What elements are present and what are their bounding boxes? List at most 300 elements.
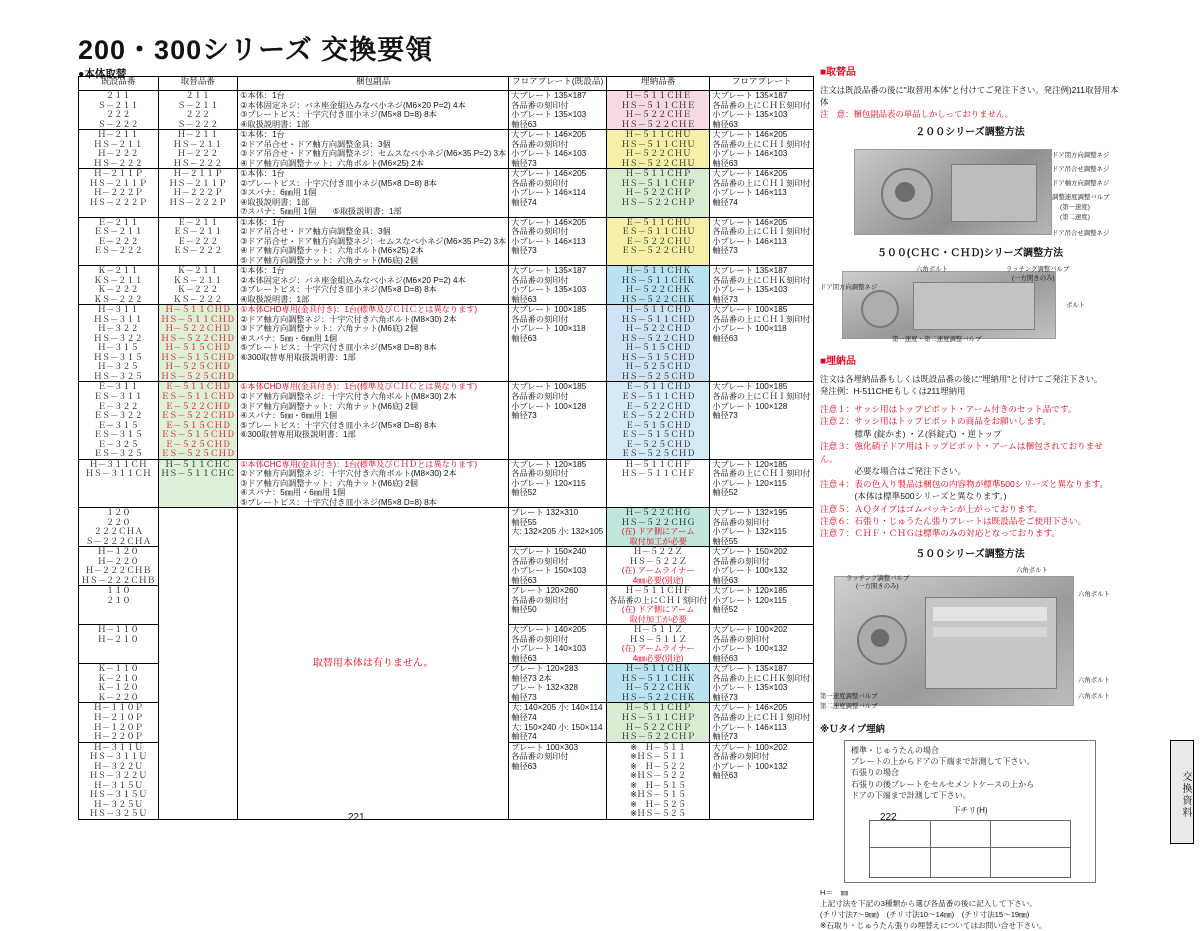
cell-line: Ｅ－２１１: [97, 217, 139, 227]
table-cell: [607, 266, 710, 305]
fig1-title: ２００シリーズ調整方法: [915, 127, 1025, 139]
cell-line: 小プレート 100×132: [712, 644, 788, 654]
table-cell: [79, 625, 159, 664]
cell-line: Ｅ－３２２: [97, 401, 139, 411]
table-cell: [79, 742, 159, 819]
cell-line: Ｈ－５１１ＣＨＫ: [625, 664, 691, 674]
fig2-title: ５００(ＣＨＣ・ＣＨＤ)シリーズ調整方法: [876, 247, 1064, 259]
cell-line: ＥＳ－５２２ＣＨＤ: [621, 411, 696, 421]
cell-line: ※ＨＳ－５１５: [630, 790, 687, 800]
cell-line: ＨＳ－２１１: [93, 139, 143, 149]
cell-line: ④スパナ：5㎜用・6㎜用 1個: [240, 488, 346, 498]
table-cell: [710, 508, 814, 547]
cell-line: ＨＳ－２１１Ｐ: [169, 178, 227, 188]
cell-line: 軸径73: [712, 246, 738, 256]
table-cell: [79, 508, 159, 547]
cell-line: ①本体：1台: [240, 266, 285, 276]
cell-line: ＨＳ－５２５ＣＨＤ: [621, 371, 696, 381]
cell-line: 大プレート 150×202: [712, 547, 788, 557]
cell-line: Ｈ－１１０Ｐ: [93, 703, 143, 713]
cell-line: Ｈ－５２２ＣＨＫ: [625, 683, 691, 693]
note-item: 注意６：石張り・じゅうたん張りプレートは既設品をご使用下さい。: [820, 516, 1087, 527]
cell-line: 軸径63: [511, 653, 537, 663]
cell-line: Ｈ－３１５: [97, 343, 139, 353]
cell-line: 小プレート 100×132: [712, 761, 788, 771]
cell-line: 小プレート 135×103: [511, 285, 587, 295]
cell-line: Ｋ－１２０: [97, 683, 139, 693]
cell-line: 軸径63: [712, 158, 738, 168]
fig2-callout-4: ボルト: [1066, 302, 1086, 310]
cell-line: １１０: [105, 586, 131, 596]
cell-line: ＨＳ－２２２: [93, 158, 143, 168]
section-note-replacement: [820, 84, 1120, 121]
cell-line: Ｈ－２２０: [97, 556, 139, 566]
table-cell: [607, 459, 710, 508]
cell-line: ＨＳ－２２２Ｐ: [89, 197, 147, 207]
cell-line: ２２２: [185, 110, 211, 120]
cell-line: Ｈ－５１１ＣＨＦ: [625, 586, 691, 596]
cell-line: 軸径63: [712, 653, 738, 663]
cell-line: Ｋ－２２２: [177, 285, 219, 295]
cell-line: 大プレート 140×205: [511, 625, 587, 635]
u-body-line: プレートの上からドアの下端まで計測して下さい。: [851, 757, 1035, 767]
cell-line: 大プレート 150×240: [511, 547, 587, 557]
cell-line: ２１１: [105, 91, 131, 100]
cell-line: Ｈ－２２２Ｐ: [93, 188, 143, 198]
fig2-wrap: [820, 265, 1120, 347]
cell-line: 小プレート 135×103: [511, 110, 587, 120]
cell-line: ＨＳ－５１１ＣＨＤ: [621, 314, 696, 324]
cell-line: ※ Ｈ－５１１: [630, 742, 687, 752]
cell-line: ③スパナ：6㎜用 1個: [240, 188, 317, 198]
cell-line: Ｈ－３１１Ｕ: [93, 742, 143, 752]
cell-line: Ｅ－５１５ＣＨＤ: [165, 420, 231, 430]
cell-line: 軸径52: [712, 605, 738, 615]
cell-line: Ｈ－５１１ＣＨＥ: [625, 91, 691, 100]
u-diagram-label: 下チリ(H): [952, 805, 988, 815]
cell-line: 大: 132×205 小: 132×105: [511, 527, 604, 537]
table-cell: [710, 266, 814, 305]
cell-line: ＨＳ－５２２ＣＨＵ: [621, 158, 696, 168]
cell-line: 軸径74: [712, 197, 738, 207]
cell-line: ＨＳ－３１５: [93, 352, 143, 362]
cell-line: ＨＳ－３２２Ｕ: [89, 771, 147, 781]
u-footer-line: (チリ寸法7〜9㎜) (チリ寸法10〜14㎜) (チリ寸法15〜19㎜): [820, 910, 1030, 920]
cell-line: ＨＳ－５２２ＣＨＤ: [160, 333, 235, 343]
cell-line: ＨＳ－５２２ＣＨＥ: [621, 119, 696, 129]
table-cell: [158, 305, 238, 382]
table-cell: [710, 625, 814, 664]
cell-line: ＥＳ－５１１ＣＨＤ: [621, 391, 696, 401]
section-note-embedded: [820, 373, 1120, 397]
u-footer-line: 上記寸法を下記の3種類から選び各品番の後に記入して下さい。: [820, 899, 1037, 909]
table-cell: [509, 586, 607, 625]
cell-line: ＨＳ－５２５ＣＨＤ: [160, 371, 235, 381]
cell-line: ＨＳ－５１１ＣＨＵ: [621, 139, 696, 149]
cell-line: Ｅ－５２５ＣＨＤ: [165, 439, 231, 449]
cell-line: ②ドア軸方向調整ネジ：十字穴付き六角ボルト(M8×30) 2本: [240, 391, 457, 401]
col-header-existing: 既設品番: [79, 77, 159, 91]
cell-line: 小プレート 100×132: [712, 566, 788, 576]
cell-line: 軸径73 2本: [511, 673, 552, 683]
table-cell: [79, 305, 159, 382]
table-cell: [238, 130, 509, 169]
cell-line: ③ドア軸方向調整ナット：六角ナット(M6底) 2個: [240, 401, 418, 411]
cell-line: Ｈ－５１１ＣＨＰ: [625, 169, 691, 179]
cell-line: 軸径73: [511, 246, 537, 256]
cell-line: 大プレート 100×185: [712, 305, 788, 315]
table-cell: [509, 217, 607, 266]
cell-line: Ｋ－２２２: [97, 285, 139, 295]
cell-line: 軸径52: [511, 488, 537, 498]
cell-line: ＥＳ－３１５: [93, 430, 143, 440]
table-cell: [607, 130, 710, 169]
table-cell: [607, 625, 710, 664]
cell-line: ＥＳ－２２２: [173, 246, 223, 256]
table-cell: [238, 459, 509, 508]
cell-line: プレート 100×303: [511, 742, 579, 752]
cell-line: Ｅ－５１１ＣＨＤ: [165, 382, 231, 392]
cell-line: 小プレート 120×115: [712, 595, 787, 605]
table-cell: [79, 217, 159, 266]
cell-line: Ｈ－５２２ＣＨＵ: [625, 149, 691, 159]
cell-line: 大: 150×240 小: 150×114: [511, 722, 603, 732]
note-item: 必要な場合はご発注下さい。: [820, 466, 967, 477]
u-body-line: 石張りの後プレートをセルセメントケースの上から: [851, 779, 1035, 789]
cell-line: ⑥300取替専用取扱説明書：1部: [240, 430, 356, 440]
cell-line: 小プレート 100×118: [712, 324, 787, 334]
cell-line: ＨＳ－５１１ＣＨＫ: [621, 275, 696, 285]
cell-line: Ｈ－３１５Ｕ: [93, 780, 143, 790]
cell-line: 大プレート 146×205: [712, 169, 788, 179]
fig3-callout-0: 六角ボルト: [1016, 567, 1048, 575]
cell-line: ＨＳ－５２２ＣＨＫ: [621, 692, 696, 702]
cell-line: (在) アームライナー: [621, 644, 695, 654]
table-cell: [158, 266, 238, 305]
cell-line: Ｈ－３２２: [97, 324, 139, 334]
fig1-callout-3: 調整速度調整バルブ: [1052, 193, 1110, 201]
cell-line: Ｈ－２１１Ｐ: [93, 169, 143, 179]
cell-line: ＨＳ－５１１ＣＨＫ: [621, 673, 696, 683]
cell-line: 小プレート 135×103: [712, 285, 788, 295]
cell-line: 取付加工が必要: [629, 614, 687, 624]
cell-line: Ｈ－２１１: [97, 130, 139, 140]
col-header-parts: 梱包副品: [238, 77, 509, 91]
cell-line: 小プレート 120×115: [511, 478, 586, 488]
cell-line: Ｋ－２１０: [97, 673, 139, 683]
cell-line: ⑤ドア軸方向調整ナット：六角ナット(M6底) 2個: [240, 255, 418, 265]
cell-line: Ｅ－５１５ＣＨＤ: [625, 420, 691, 430]
notes-list: [820, 403, 1120, 540]
cell-line: ②ドア軸方向調整ネジ：十字穴付き六角ボルト(M8×30) 2本: [240, 469, 457, 479]
table-cell: [607, 742, 710, 819]
cell-line: ⑤プレートビス：十字穴付き皿小ネジ(M5×8 D=8) 8本: [240, 420, 437, 430]
cell-line: ①本体CHD専用(金具付き)：1台(標準及びＣＨＣとは異なります): [240, 382, 478, 392]
cell-line: ※ＨＳ－５２２: [630, 771, 687, 781]
cell-line: Ｈ－５２２Ｚ: [633, 547, 683, 557]
cell-line: 小プレート 132×115: [712, 527, 787, 537]
cell-line: ＨＳ－２２２: [173, 158, 223, 168]
fig3-photo: [834, 576, 1074, 706]
cell-line: ＨＳ－３２５: [93, 371, 143, 381]
note-item: 注意１：サッシ用はトップピボット・アーム付きのセット品です。: [820, 403, 1077, 414]
note-item: 注意７：ＣＨＦ・ＣＨＧは標準のみの対応となっております。: [820, 528, 1060, 539]
cell-line: ①本体CHC専用(金具付き)：1台(標準及びＣＨＤとは異なります): [240, 459, 478, 469]
note-item: 標準 (錠かま) ・Ｚ(斜錠式) ・逆トップ: [820, 428, 1002, 439]
cell-line: ＫＳ－２２２: [93, 294, 143, 304]
table-cell: [509, 305, 607, 382]
cell-line: Ｅ－３１５: [97, 420, 139, 430]
cell-line: 軸径55: [511, 517, 537, 527]
cell-line: Ｈ－５１１ＣＨＤ: [165, 305, 231, 315]
cell-line: 大プレート 135×187: [511, 91, 587, 100]
fig3-title: ５００シリーズ調整方法: [915, 548, 1025, 560]
table-row: [79, 217, 814, 266]
right-column: [820, 66, 1120, 931]
cell-line: Ｈ－５２２ＣＨＥ: [625, 110, 691, 120]
cell-line: ④ドア軸方向調整ナット：六角ボルト(M6×25) 2本: [240, 246, 424, 256]
cell-line: 各品番の刻印付: [511, 469, 569, 479]
cell-line: ②プレートビス：十字穴付き皿小ネジ(M5×8 D=8) 8本: [240, 178, 437, 188]
cell-line: 各品番の刻印付: [511, 556, 569, 566]
fig1-callout-2: ドア軸方向調整ネジ: [1052, 179, 1110, 187]
cell-line: Ｈ－５２２ＣＨＰ: [625, 188, 691, 198]
table-cell: [509, 547, 607, 586]
cell-line: ＥＳ－５２５ＣＨＤ: [621, 449, 696, 459]
table-row: [79, 459, 814, 508]
table-row: [79, 382, 814, 459]
cell-line: Ｈ－５２２ＣＨＰ: [625, 722, 691, 732]
cell-line: 小プレート 150×103: [511, 566, 587, 576]
fig3-callout-7: 第二速度調整バルブ: [820, 703, 878, 711]
table-cell: [607, 586, 710, 625]
cell-line: 大プレート 120×185: [712, 459, 788, 469]
cell-line: ２２０: [105, 517, 131, 527]
cell-line: Ｈ－５１１ＣＨＫ: [625, 266, 691, 276]
cell-line: Ｅ－５１１ＣＨＤ: [625, 382, 691, 392]
cell-line: 各品番の刻印付: [511, 275, 569, 285]
embedded-order-note: 注文は各埋納品番もしくは既設品番の後に"埋納用"と付けてご発注下さい。: [820, 373, 1103, 384]
table-row: [79, 266, 814, 305]
table-cell: [710, 382, 814, 459]
cell-line: 軸径73: [712, 411, 738, 421]
cell-line: 大プレート 146×205: [511, 130, 587, 140]
cell-line: ②ドア吊合せ・ドア軸方向調整金具：3個: [240, 227, 391, 237]
cell-line: Ｈ－３２５: [97, 362, 139, 372]
cell-line: ②本体固定ネジ：バネ座金組込みなべ小ネジ(M6×20 P=2) 4本: [240, 100, 466, 110]
cell-line: １２０: [105, 508, 131, 518]
cell-line: Ｓ－２１１: [97, 100, 139, 110]
cell-line: ③ドア吊合せ・ドア軸方向調整ネジ：セムスなべ小ネジ(M6×35 P=2) 3本: [240, 149, 507, 159]
fig3-callout-4: 六角ボルト: [1078, 677, 1110, 685]
cell-line: 小プレート 135×103: [712, 683, 788, 693]
cell-line: ＨＳ－５１１Ｚ: [629, 634, 687, 644]
cell-line: 大プレート 100×185: [511, 305, 587, 315]
cell-line: Ｈ－１１０: [97, 625, 139, 635]
cell-line: ＥＳ－２１１: [93, 227, 143, 237]
cell-line: 大プレート 100×185: [511, 382, 587, 392]
cell-line: Ｈ－５１１ＣＨＣ: [165, 459, 231, 469]
cell-line: ＨＳ－３１５Ｕ: [89, 790, 147, 800]
replacement-caution: 注 意：梱包副品表の単品しかしっておりません。: [820, 108, 1014, 119]
table-cell: [607, 508, 710, 547]
cell-line: 軸径73: [712, 294, 738, 304]
cell-line: Ｓ－２１１: [177, 100, 219, 110]
cell-line: ＨＳ－５２２ＣＨＧ: [621, 517, 696, 527]
cell-line: ＥＳ－３１１: [93, 391, 143, 401]
section-label-body: ●本体取替: [78, 68, 127, 80]
page-number-right: 222: [880, 812, 897, 823]
cell-line: 各品番の刻印付: [712, 752, 770, 762]
cell-line: 各品番の刻印付: [712, 634, 770, 644]
cell-line: Ｈ－５１１ＣＨＰ: [625, 703, 691, 713]
cell-line: Ｈ－５１１ＣＨＦ: [625, 459, 691, 469]
cell-line: Ｈ－１２０Ｐ: [93, 722, 143, 732]
cell-line: ⑤プレートビス：十字穴付き皿小ネジ(M5×8 D=8) 8本: [240, 497, 437, 507]
cell-line: 軸径63: [511, 294, 537, 304]
cell-line: ④取扱説明書：1部: [240, 294, 310, 304]
cell-line: ＨＳ－５１１ＣＨＰ: [621, 713, 696, 722]
cell-line: 各品番の刻印付: [511, 100, 569, 110]
table-cell: [607, 703, 710, 742]
cell-line: 小プレート 120×115: [712, 478, 787, 488]
cell-line: ＥＳ－５２５ＣＨＤ: [160, 449, 235, 459]
cell-line: Ｈ－２２２ＣＨＢ: [85, 566, 152, 576]
cell-line: ⑦スパナ：5㎜用 1個 ⑤取扱説明書：1部: [240, 207, 402, 217]
cell-line: 各品番の上にＣＨＩ刻印付: [712, 178, 811, 188]
note-item: 注意２：サッシ用はトップピボットの商品をお願いします。: [820, 416, 1051, 427]
page-title: 200・300シリーズ 交換要領: [78, 35, 434, 65]
fig3-callout-5: 六角ボルト: [1078, 693, 1110, 701]
cell-line: Ｈ－５２２ＣＨＤ: [165, 324, 231, 334]
cell-line: Ｅ－２２２: [177, 236, 219, 246]
cell-line: ④スパナ：5㎜・6㎜用 1個: [240, 333, 338, 343]
table-cell: [710, 586, 814, 625]
table-cell: [509, 459, 607, 508]
cell-line: プレート 120×260: [511, 586, 579, 596]
cell-line: 各品番の刻印付: [511, 634, 569, 644]
table-cell: [509, 742, 607, 819]
cell-line: ＨＳ－３２５Ｕ: [89, 809, 147, 819]
cell-line: ③ドア吊合せ・ドア軸方向調整ネジ：セムスなべ小ネジ(M6×35 P=2) 3本: [240, 236, 507, 246]
cell-line: ＨＳ－５１１ＣＨＤ: [160, 314, 235, 324]
cell-line: ①本体：1台: [240, 217, 285, 227]
cell-line: 小プレート 100×118: [511, 324, 586, 334]
cell-line: 軸径50: [511, 605, 537, 615]
table-cell: [158, 91, 238, 130]
cell-line: 大プレート 120×185: [511, 459, 587, 469]
fig1-callout-0: ドア閉方向調整ネジ: [1052, 151, 1110, 159]
cell-line: 軸径63: [511, 333, 537, 343]
cell-line: 各品番の上にＣＨＩ刻印付: [712, 713, 811, 722]
fig3-callout-6: 第一速度調整バルブ: [820, 693, 878, 701]
cell-line: 大: 140×205 小: 140×114: [511, 703, 603, 713]
cell-line: ＨＳ－５１１ＣＨＦ: [621, 469, 696, 479]
table-cell: [509, 169, 607, 218]
cell-line: ＨＳ－２１１Ｐ: [89, 178, 147, 188]
table-row: [79, 91, 814, 130]
cell-line: プレート 132×328: [511, 683, 579, 693]
cell-line: ②ドア軸方向調整ネジ：十字穴付き六角ボルト(M8×30) 2本: [240, 314, 457, 324]
cell-line: 軸径73: [511, 411, 537, 421]
cell-line: Ｈ－５２５ＣＨＤ: [165, 362, 231, 372]
cell-line: 軸径73: [511, 158, 537, 168]
cell-line: 軸径74: [511, 197, 537, 207]
cell-line: ＫＳ－２１１: [173, 275, 223, 285]
table-cell: [509, 91, 607, 130]
cell-line: 大プレート 146×205: [511, 169, 587, 179]
cell-line: 軸径52: [712, 488, 738, 498]
cell-line: Ｈ－３１１ＣＨ: [89, 459, 147, 469]
cell-line: 小プレート 100×128: [511, 401, 587, 411]
cell-line: プレート 132×310: [511, 508, 579, 518]
cell-line: ＨＳ－２２２ＣＨＢ: [81, 575, 156, 585]
cell-line: Ｈ－２１０Ｐ: [93, 713, 143, 722]
cell-line: ＥＳ－３２２: [93, 411, 143, 421]
cell-line: (在) ドア側にアーム: [621, 527, 695, 537]
cell-line: 小プレート 146×114: [511, 188, 586, 198]
fig1-callout-1: ドア吊合せ調整ネジ: [1052, 165, 1110, 173]
table-cell: [158, 130, 238, 169]
cell-line: ※ Ｈ－５２５: [630, 799, 687, 809]
page-number-left: 221: [348, 812, 365, 823]
cell-line: Ｅ－５１１ＣＨＵ: [625, 217, 691, 227]
fig2-callout-1: ラッチング調整バルブ: [1006, 266, 1070, 274]
note-item: (本体は標準500シリーズと異なります。): [820, 491, 1007, 502]
fig1-callout-6: ドア吊合せ調整ネジ: [1052, 229, 1110, 237]
cell-line: Ｅ－３１１: [97, 382, 139, 392]
no-replacement-note: 取替用本体は有りません。: [238, 508, 509, 820]
cell-line: ２１１: [185, 91, 211, 100]
table-cell: [79, 130, 159, 169]
cell-line: 取付加工が必要: [629, 536, 687, 546]
cell-line: 軸径74: [511, 732, 537, 742]
table-cell: [158, 508, 238, 820]
table-cell: [607, 169, 710, 218]
cell-line: 小プレート 100×128: [712, 401, 788, 411]
fig1-photo: [854, 149, 1052, 235]
table-cell: [509, 625, 607, 664]
table-cell: [710, 664, 814, 703]
col-header-embedded: 埋納品番: [607, 77, 710, 91]
cell-line: Ｈ－５１５ＣＨＤ: [625, 343, 691, 353]
table-cell: [710, 130, 814, 169]
cell-line: 各品番の刻印付: [511, 227, 569, 237]
cell-line: ＨＳ－５２２ＣＨＰ: [621, 197, 696, 207]
cell-line: 小プレート 146×113: [511, 236, 586, 246]
table-row: [79, 508, 814, 547]
table-row: [79, 169, 814, 218]
cell-line: (在) ドア側にアーム: [621, 605, 695, 615]
cell-line: ＥＳ－３２５: [93, 449, 143, 459]
cell-line: ＨＳ－５２２ＣＨＤ: [621, 333, 696, 343]
cell-line: 各品番の刻印付: [511, 595, 569, 605]
table-cell: [607, 547, 710, 586]
cell-line: Ｈ－３１１: [97, 305, 139, 315]
table-cell: [607, 217, 710, 266]
u-body-line: 標準・じゅうたんの場合: [851, 746, 939, 756]
cell-line: Ｈ－５２２ＣＨＧ: [625, 508, 691, 518]
cell-line: 小プレート 146×103: [511, 149, 587, 159]
cell-line: 軸径73: [712, 692, 738, 702]
cell-line: Ｈ－２１１Ｐ: [173, 169, 223, 179]
fig3-callout-2: (一方開きのみ): [856, 583, 899, 591]
cell-line: 各品番の上にＣＨＩ刻印付: [712, 139, 811, 149]
cell-line: 各品番の刻印付: [511, 752, 569, 762]
col-header-floorplate-existing: フロアプレート(既設品): [509, 77, 607, 91]
cell-line: ＨＳ－３１１: [93, 314, 143, 324]
cell-line: Ｅ－５２５ＣＨＤ: [625, 439, 691, 449]
